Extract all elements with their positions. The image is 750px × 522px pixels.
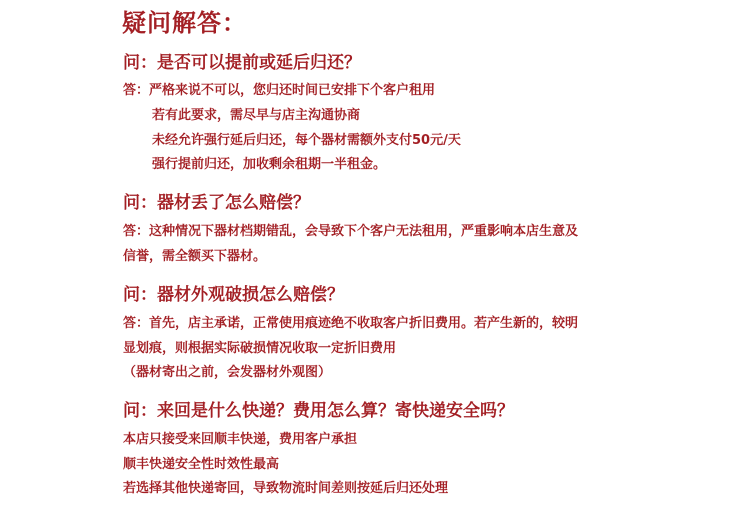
answer-line: 顺丰快递安全性时效性最高: [123, 457, 280, 472]
answer-line: 若有此要求，需尽早与店主沟通协商: [152, 108, 361, 123]
answer-line: 若选择其他快递寄回，导致物流时间差则按延后归还处理: [123, 481, 449, 496]
answer-line: 强行提前归还，加收剩余租期一半租金。: [152, 157, 387, 172]
answer-line: 未经允许强行延后归还，每个器材需额外支付50元/天: [152, 133, 461, 148]
answer-line: 答：严格来说不可以，您归还时间已安排下个客户租用: [123, 83, 436, 98]
answer-line: 答：首先，店主承诺，正常使用痕迹绝不收取客户折旧费用。若产生新的，较明: [123, 316, 579, 331]
answer-line: 信誉，需全额买下器材。: [123, 249, 267, 264]
answer-line: 答：这种情况下器材档期错乱，会导致下个客户无法租用，严重影响本店生意及: [123, 224, 579, 239]
question-damaged-equipment: 问：器材外观破损怎么赔偿？: [123, 285, 344, 305]
faq-title: 疑问解答：: [122, 9, 247, 37]
question-shipping: 问：来回是什么快递？费用怎么算？寄快递安全吗？: [123, 401, 514, 421]
answer-line: 本店只接受来回顺丰快递，费用客户承担: [123, 432, 358, 447]
question-early-late-return: 问：是否可以提前或延后归还？: [123, 53, 361, 73]
question-lost-equipment: 问：器材丢了怎么赔偿？: [123, 193, 310, 213]
answer-line: 显划痕，则根据实际破损情况收取一定折旧费用: [123, 341, 397, 356]
answer-line: （器材寄出之前，会发器材外观图）: [123, 365, 332, 380]
